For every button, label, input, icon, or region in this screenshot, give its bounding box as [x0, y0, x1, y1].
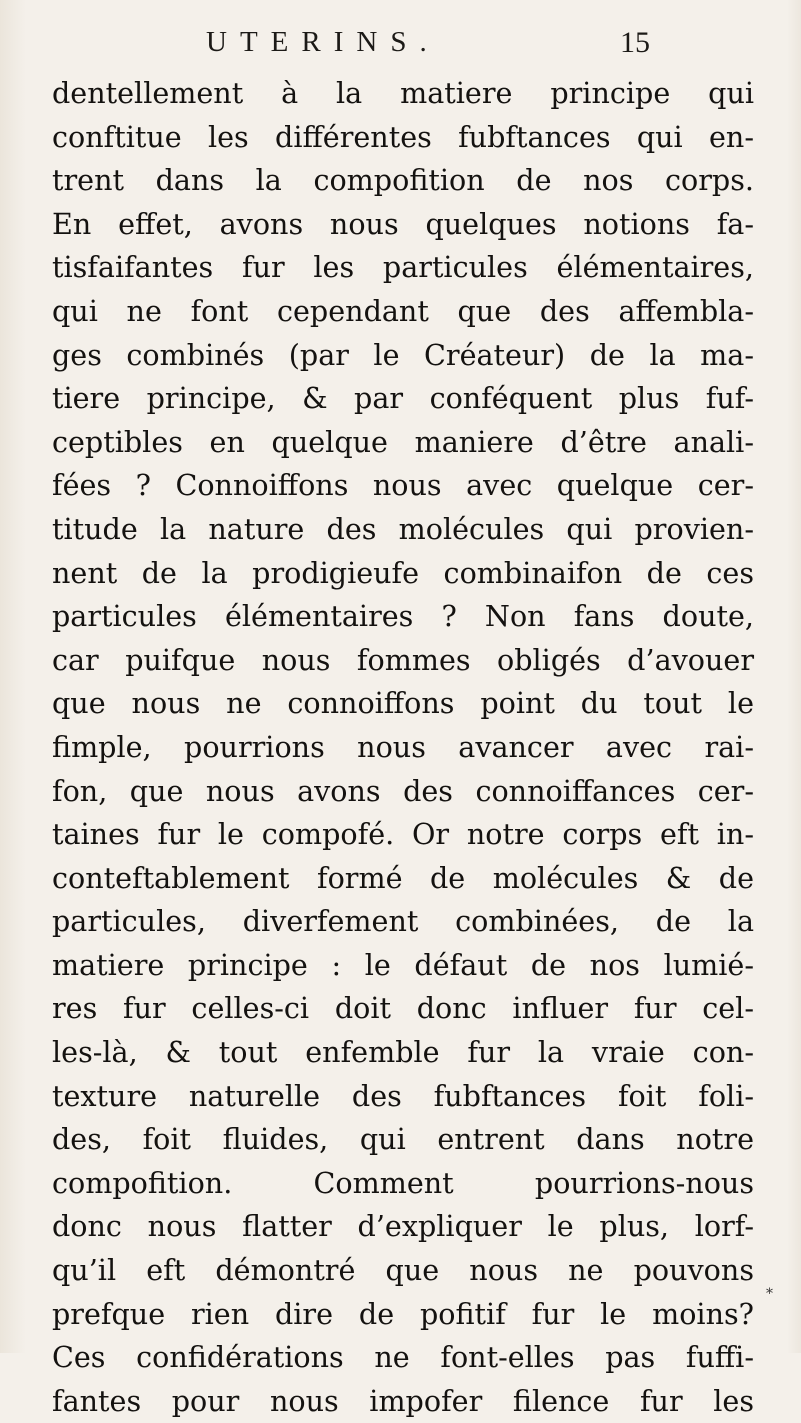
text-line: donc nous flatter d’expliquer le plus, lorf- [52, 1209, 754, 1244]
text-line: dentellement à la matiere principe qui [52, 76, 754, 110]
page-edge-shadow [787, 0, 801, 1353]
text-line: particules, diverfement combinées, de la [52, 904, 754, 939]
text-line: prefque rien dire de pofitif fur le moins? [52, 1296, 754, 1331]
text-line: car puifque nous fommes obligés d’avouer [52, 642, 754, 677]
text-line: fimple, pourrions nous avancer avec rai- [52, 729, 754, 764]
text-line: conftitue les différentes fubftances qui en- [52, 119, 754, 154]
text-line: ges combinés (par le Créateur) de la ma- [52, 337, 754, 372]
page-gutter-shadow [0, 0, 26, 1353]
text-line: tisfaifantes fur les particules élémentaires, [52, 250, 754, 285]
text-line: nent de la prodigieufe combinaifon de ces [52, 555, 754, 590]
text-line: que nous ne connoiffons point du tout le [52, 686, 754, 721]
text-line: En effet, avons nous quelques notions fa- [52, 206, 754, 241]
body-text [52, 72, 754, 1423]
text-line: Ces confidérations ne font-elles pas fuffi- [52, 1340, 754, 1375]
text-line: fantes pour nous impofer filence fur les [52, 1383, 754, 1418]
text-line: res fur celles-ci doit donc influer fur cel- [52, 991, 754, 1026]
text-line: conteftablement formé de molécules & de [52, 860, 754, 895]
text-line: tiere principe, & par conféquent plus fuf- [52, 381, 754, 416]
text-line: qui ne font cependant que des affembla- [52, 293, 754, 328]
text-line: particules élémentaires ? Non fans doute, [52, 599, 754, 634]
page-number: 15 [620, 26, 650, 59]
margin-mark: * [766, 1286, 773, 1302]
text-line: texture naturelle des fubftances foit foli- [52, 1078, 754, 1113]
text-line: compofition. Comment pourrions-nous [52, 1165, 754, 1200]
text-line: matiere principe : le défaut de nos lumié- [52, 947, 754, 982]
text-line: fon, que nous avons des connoiffances cer- [52, 773, 754, 808]
text-line: qu’il eft démontré que nous ne pouvons [52, 1253, 754, 1288]
text-line: des, foit fluides, qui entrent dans notre [52, 1122, 754, 1157]
running-head: UTERINS. [206, 26, 440, 58]
page-header [0, 24, 801, 64]
text-line: trent dans la compofition de nos corps. [52, 163, 754, 198]
text-line: fées ? Connoiffons nous avec quelque cer- [52, 468, 754, 503]
text-line: titude la nature des molécules qui provien- [52, 511, 754, 546]
text-line: taines fur le compofé. Or notre corps eft in- [52, 817, 754, 852]
text-line: ceptibles en quelque maniere d’être anali- [52, 424, 754, 459]
text-line: les-là, & tout enfemble fur la vraie con- [52, 1035, 754, 1070]
